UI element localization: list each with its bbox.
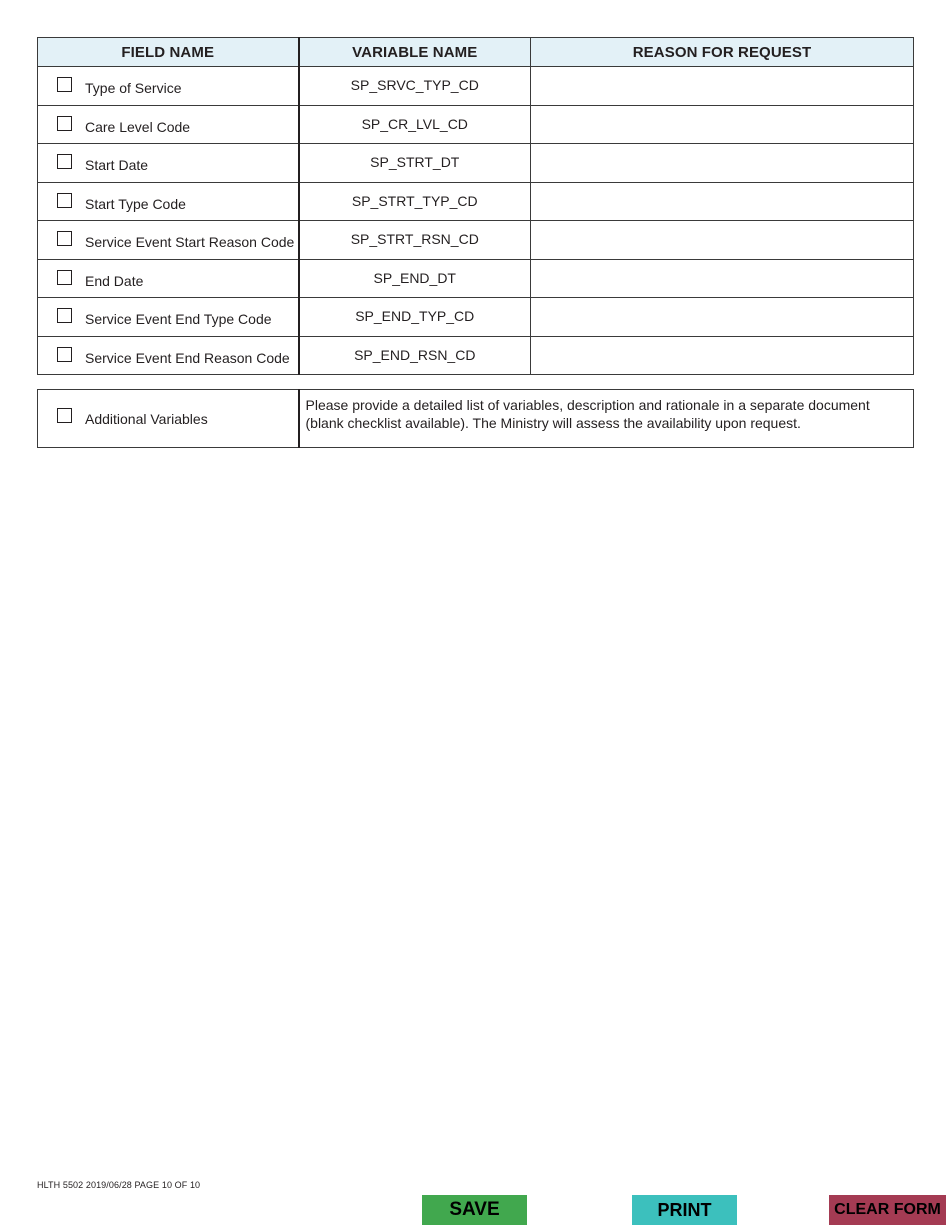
reason-input[interactable] <box>531 105 914 144</box>
reason-input[interactable] <box>531 67 914 106</box>
table-header-row <box>38 38 914 67</box>
additional-description <box>299 390 914 448</box>
table-row <box>38 67 914 106</box>
additional-variables-label: Additional Variables <box>85 411 208 427</box>
table-row <box>38 105 914 144</box>
variable-name-cell: SP_SRVC_TYP_CD <box>299 67 531 106</box>
reason-input[interactable] <box>531 221 914 260</box>
additional-variables-table <box>37 389 914 448</box>
reason-input[interactable] <box>531 182 914 221</box>
header-variable-name: VARIABLE NAME <box>299 38 531 67</box>
variable-name-cell: SP_END_RSN_CD <box>299 336 531 375</box>
form-code: HLTH 5502 2019/06/28 PAGE 10 OF 10 <box>37 1180 201 1190</box>
variable-name-cell: SP_STRT_DT <box>299 144 531 183</box>
save-button[interactable]: SAVE <box>422 1195 527 1225</box>
field-name-cell <box>38 67 299 106</box>
checkbox[interactable] <box>57 154 72 169</box>
checkbox[interactable] <box>57 231 72 246</box>
header-reason-for-request: REASON FOR REQUEST <box>531 38 914 67</box>
variable-name-cell: SP_CR_LVL_CD <box>299 105 531 144</box>
field-name-cell <box>38 221 299 260</box>
reason-input[interactable] <box>531 336 914 375</box>
reason-input[interactable] <box>531 144 914 183</box>
table-row <box>38 182 914 221</box>
table-row <box>38 221 914 260</box>
checkbox[interactable] <box>57 308 72 323</box>
checkbox[interactable] <box>57 347 72 362</box>
field-name-cell <box>38 105 299 144</box>
checkbox[interactable] <box>57 77 72 92</box>
field-name-cell <box>38 336 299 375</box>
reason-input[interactable] <box>531 259 914 298</box>
reason-input[interactable] <box>531 298 914 337</box>
field-label: Service Event Start Reason Code <box>85 234 295 250</box>
header-field-name: FIELD NAME <box>38 38 299 67</box>
variable-name-cell: SP_END_TYP_CD <box>299 298 531 337</box>
checkbox[interactable] <box>57 193 72 208</box>
print-button[interactable]: PRINT <box>632 1195 737 1225</box>
description-line: (blank checklist available). The Ministry will assess the availability upon request. <box>305 415 801 431</box>
field-name-cell <box>38 259 299 298</box>
variable-name-cell: SP_STRT_TYP_CD <box>299 182 531 221</box>
field-label: Care Level Code <box>85 118 191 135</box>
table-row <box>38 336 914 375</box>
checkbox[interactable] <box>57 116 72 131</box>
additional-variables-row <box>38 390 914 448</box>
description-line: Please provide a detailed list of variables, description and rationale in a separate document <box>305 397 870 413</box>
clear-form-button[interactable]: CLEAR FORM <box>829 1195 946 1225</box>
field-name-cell <box>38 298 299 337</box>
field-name-cell <box>38 182 299 221</box>
table-row <box>38 144 914 183</box>
field-label: Start Type Code <box>85 195 186 212</box>
field-label: Service Event End Reason Code <box>85 349 290 366</box>
table-row <box>38 259 914 298</box>
field-label: End Date <box>85 272 144 289</box>
checkbox[interactable] <box>57 270 72 285</box>
variable-name-cell: SP_STRT_RSN_CD <box>299 221 531 260</box>
field-label: Service Event End Type Code <box>85 311 272 327</box>
field-label: Type of Service <box>85 80 182 96</box>
additional-field-cell <box>38 390 299 448</box>
additional-variables-checkbox[interactable] <box>57 408 72 423</box>
variable-name-cell: SP_END_DT <box>299 259 531 298</box>
field-label: Start Date <box>85 157 149 173</box>
table-row <box>38 298 914 337</box>
field-name-cell <box>38 144 299 183</box>
variables-table <box>37 37 914 375</box>
